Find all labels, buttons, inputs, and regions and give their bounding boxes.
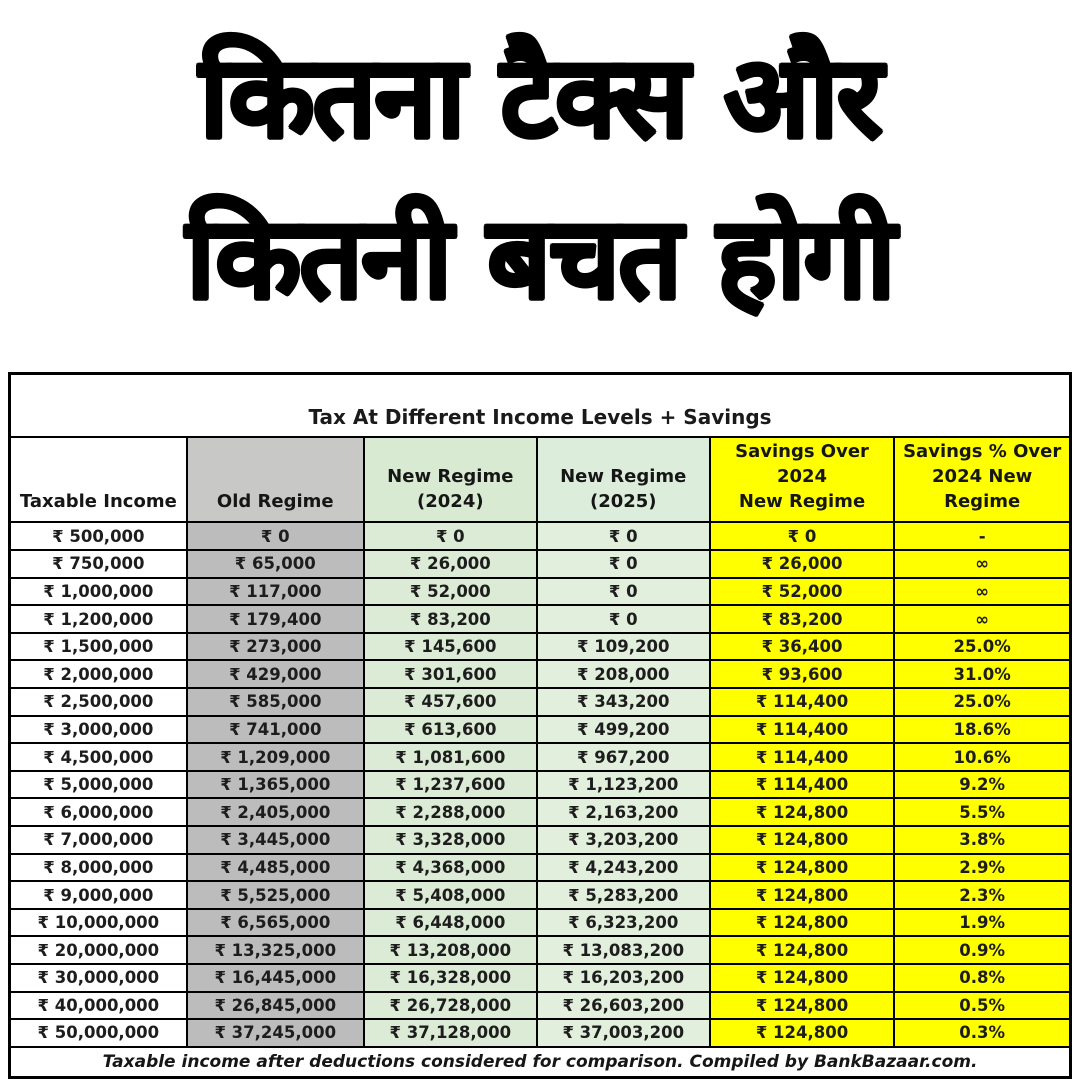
table-row [10,936,1071,964]
cell-savings-pct-over-2024: - [894,522,1070,550]
table-row [10,522,1071,550]
tax-table-container [8,372,1072,1079]
cell-new-regime-2024: ₹ 1,081,600 [364,743,537,771]
table-footnote-row [10,1047,1071,1078]
cell-savings-pct-over-2024: ∞ [894,578,1070,606]
cell-savings-pct-over-2024: 10.6% [894,743,1070,771]
cell-savings-over-2024: ₹ 52,000 [710,578,895,606]
cell-savings-over-2024: ₹ 114,400 [710,743,895,771]
cell-old-regime: ₹ 179,400 [187,605,364,633]
cell-savings-over-2024: ₹ 124,800 [710,992,895,1020]
cell-old-regime: ₹ 65,000 [187,550,364,578]
cell-savings-over-2024: ₹ 36,400 [710,633,895,661]
cell-savings-over-2024: ₹ 124,800 [710,826,895,854]
cell-savings-over-2024: ₹ 124,800 [710,909,895,937]
cell-new-regime-2024: ₹ 16,328,000 [364,964,537,992]
cell-new-regime-2024: ₹ 5,408,000 [364,881,537,909]
cell-savings-over-2024: ₹ 124,800 [710,881,895,909]
cell-savings-over-2024: ₹ 26,000 [710,550,895,578]
cell-savings-pct-over-2024: 0.9% [894,936,1070,964]
cell-taxable-income: ₹ 3,000,000 [10,716,187,744]
cell-new-regime-2025: ₹ 0 [537,578,710,606]
cell-old-regime: ₹ 6,565,000 [187,909,364,937]
table-row [10,605,1071,633]
table-caption-row [10,374,1071,438]
cell-new-regime-2025: ₹ 0 [537,550,710,578]
cell-new-regime-2025: ₹ 109,200 [537,633,710,661]
cell-new-regime-2025: ₹ 3,203,200 [537,826,710,854]
cell-new-regime-2024: ₹ 83,200 [364,605,537,633]
table-caption: Tax At Different Income Levels + Savings [10,374,1071,438]
cell-new-regime-2024: ₹ 457,600 [364,688,537,716]
cell-new-regime-2025: ₹ 499,200 [537,716,710,744]
cell-new-regime-2025: ₹ 26,603,200 [537,992,710,1020]
cell-old-regime: ₹ 117,000 [187,578,364,606]
table-row [10,688,1071,716]
cell-savings-over-2024: ₹ 124,800 [710,798,895,826]
cell-new-regime-2024: ₹ 52,000 [364,578,537,606]
cell-old-regime: ₹ 16,445,000 [187,964,364,992]
column-header-old-regime: Old Regime [187,437,364,522]
cell-new-regime-2025: ₹ 0 [537,522,710,550]
table-row [10,854,1071,882]
cell-new-regime-2025: ₹ 6,323,200 [537,909,710,937]
cell-taxable-income: ₹ 2,500,000 [10,688,187,716]
cell-taxable-income: ₹ 50,000,000 [10,1019,187,1047]
cell-new-regime-2024: ₹ 0 [364,522,537,550]
cell-new-regime-2024: ₹ 13,208,000 [364,936,537,964]
table-row [10,826,1071,854]
cell-taxable-income: ₹ 20,000,000 [10,936,187,964]
cell-taxable-income: ₹ 500,000 [10,522,187,550]
cell-taxable-income: ₹ 7,000,000 [10,826,187,854]
cell-new-regime-2025: ₹ 967,200 [537,743,710,771]
cell-old-regime: ₹ 1,365,000 [187,771,364,799]
cell-old-regime: ₹ 2,405,000 [187,798,364,826]
cell-new-regime-2025: ₹ 2,163,200 [537,798,710,826]
cell-new-regime-2025: ₹ 37,003,200 [537,1019,710,1047]
table-row [10,798,1071,826]
cell-savings-pct-over-2024: 2.3% [894,881,1070,909]
cell-savings-pct-over-2024: 31.0% [894,660,1070,688]
table-row [10,716,1071,744]
cell-old-regime: ₹ 37,245,000 [187,1019,364,1047]
cell-new-regime-2024: ₹ 4,368,000 [364,854,537,882]
table-row [10,550,1071,578]
cell-old-regime: ₹ 13,325,000 [187,936,364,964]
column-header-savings-pct-over-2024: Savings % Over 2024 New Regime [894,437,1070,522]
cell-old-regime: ₹ 5,525,000 [187,881,364,909]
table-row [10,1019,1071,1047]
cell-new-regime-2024: ₹ 6,448,000 [364,909,537,937]
cell-taxable-income: ₹ 4,500,000 [10,743,187,771]
cell-savings-pct-over-2024: 1.9% [894,909,1070,937]
cell-savings-pct-over-2024: ∞ [894,550,1070,578]
cell-savings-over-2024: ₹ 0 [710,522,895,550]
cell-savings-pct-over-2024: 25.0% [894,633,1070,661]
title-line-1: कितना टैक्स और [199,33,881,163]
cell-savings-over-2024: ₹ 83,200 [710,605,895,633]
cell-new-regime-2024: ₹ 1,237,600 [364,771,537,799]
cell-taxable-income: ₹ 1,000,000 [10,578,187,606]
cell-taxable-income: ₹ 1,200,000 [10,605,187,633]
cell-savings-over-2024: ₹ 114,400 [710,716,895,744]
cell-taxable-income: ₹ 750,000 [10,550,187,578]
cell-old-regime: ₹ 585,000 [187,688,364,716]
table-header-row [10,437,1071,522]
cell-savings-over-2024: ₹ 114,400 [710,688,895,716]
table-row [10,743,1071,771]
cell-taxable-income: ₹ 2,000,000 [10,660,187,688]
cell-taxable-income: ₹ 30,000,000 [10,964,187,992]
cell-new-regime-2024: ₹ 26,000 [364,550,537,578]
cell-savings-pct-over-2024: 2.9% [894,854,1070,882]
cell-new-regime-2024: ₹ 3,328,000 [364,826,537,854]
cell-old-regime: ₹ 741,000 [187,716,364,744]
cell-savings-pct-over-2024: 9.2% [894,771,1070,799]
table-row [10,909,1071,937]
cell-new-regime-2025: ₹ 5,283,200 [537,881,710,909]
cell-savings-over-2024: ₹ 124,800 [710,1019,895,1047]
cell-new-regime-2025: ₹ 16,203,200 [537,964,710,992]
table-row [10,881,1071,909]
page-title [0,18,1080,341]
cell-savings-over-2024: ₹ 124,800 [710,964,895,992]
column-header-taxable-income: Taxable Income [10,437,187,522]
cell-savings-pct-over-2024: 0.3% [894,1019,1070,1047]
column-header-new-regime-2025: New Regime (2025) [537,437,710,522]
column-header-new-regime-2024: New Regime (2024) [364,437,537,522]
cell-new-regime-2024: ₹ 2,288,000 [364,798,537,826]
cell-old-regime: ₹ 429,000 [187,660,364,688]
cell-taxable-income: ₹ 1,500,000 [10,633,187,661]
table-row [10,964,1071,992]
column-header-savings-over-2024: Savings Over 2024 New Regime [710,437,895,522]
cell-savings-over-2024: ₹ 124,800 [710,936,895,964]
cell-savings-pct-over-2024: 18.6% [894,716,1070,744]
cell-savings-pct-over-2024: 0.8% [894,964,1070,992]
cell-new-regime-2025: ₹ 0 [537,605,710,633]
cell-old-regime: ₹ 4,485,000 [187,854,364,882]
cell-savings-pct-over-2024: 3.8% [894,826,1070,854]
cell-new-regime-2025: ₹ 4,243,200 [537,854,710,882]
cell-taxable-income: ₹ 5,000,000 [10,771,187,799]
cell-old-regime: ₹ 3,445,000 [187,826,364,854]
cell-savings-pct-over-2024: 0.5% [894,992,1070,1020]
table-row [10,771,1071,799]
cell-new-regime-2024: ₹ 301,600 [364,660,537,688]
title-line-2: कितनी बचत होगी [186,194,894,325]
table-row [10,992,1071,1020]
cell-old-regime: ₹ 26,845,000 [187,992,364,1020]
cell-new-regime-2025: ₹ 343,200 [537,688,710,716]
table-row [10,633,1071,661]
cell-old-regime: ₹ 273,000 [187,633,364,661]
cell-savings-pct-over-2024: ∞ [894,605,1070,633]
cell-new-regime-2025: ₹ 208,000 [537,660,710,688]
table-footnote: Taxable income after deductions considered for comparison. Compiled by BankBazaar.com. [10,1047,1071,1078]
cell-new-regime-2024: ₹ 613,600 [364,716,537,744]
cell-new-regime-2024: ₹ 145,600 [364,633,537,661]
cell-new-regime-2024: ₹ 37,128,000 [364,1019,537,1047]
table-row [10,660,1071,688]
cell-new-regime-2025: ₹ 1,123,200 [537,771,710,799]
cell-new-regime-2024: ₹ 26,728,000 [364,992,537,1020]
cell-taxable-income: ₹ 8,000,000 [10,854,187,882]
cell-savings-pct-over-2024: 5.5% [894,798,1070,826]
tax-comparison-table [8,372,1072,1079]
cell-taxable-income: ₹ 6,000,000 [10,798,187,826]
cell-old-regime: ₹ 1,209,000 [187,743,364,771]
cell-old-regime: ₹ 0 [187,522,364,550]
cell-new-regime-2025: ₹ 13,083,200 [537,936,710,964]
cell-taxable-income: ₹ 10,000,000 [10,909,187,937]
cell-savings-pct-over-2024: 25.0% [894,688,1070,716]
cell-taxable-income: ₹ 40,000,000 [10,992,187,1020]
table-row [10,578,1071,606]
cell-taxable-income: ₹ 9,000,000 [10,881,187,909]
cell-savings-over-2024: ₹ 114,400 [710,771,895,799]
cell-savings-over-2024: ₹ 93,600 [710,660,895,688]
cell-savings-over-2024: ₹ 124,800 [710,854,895,882]
